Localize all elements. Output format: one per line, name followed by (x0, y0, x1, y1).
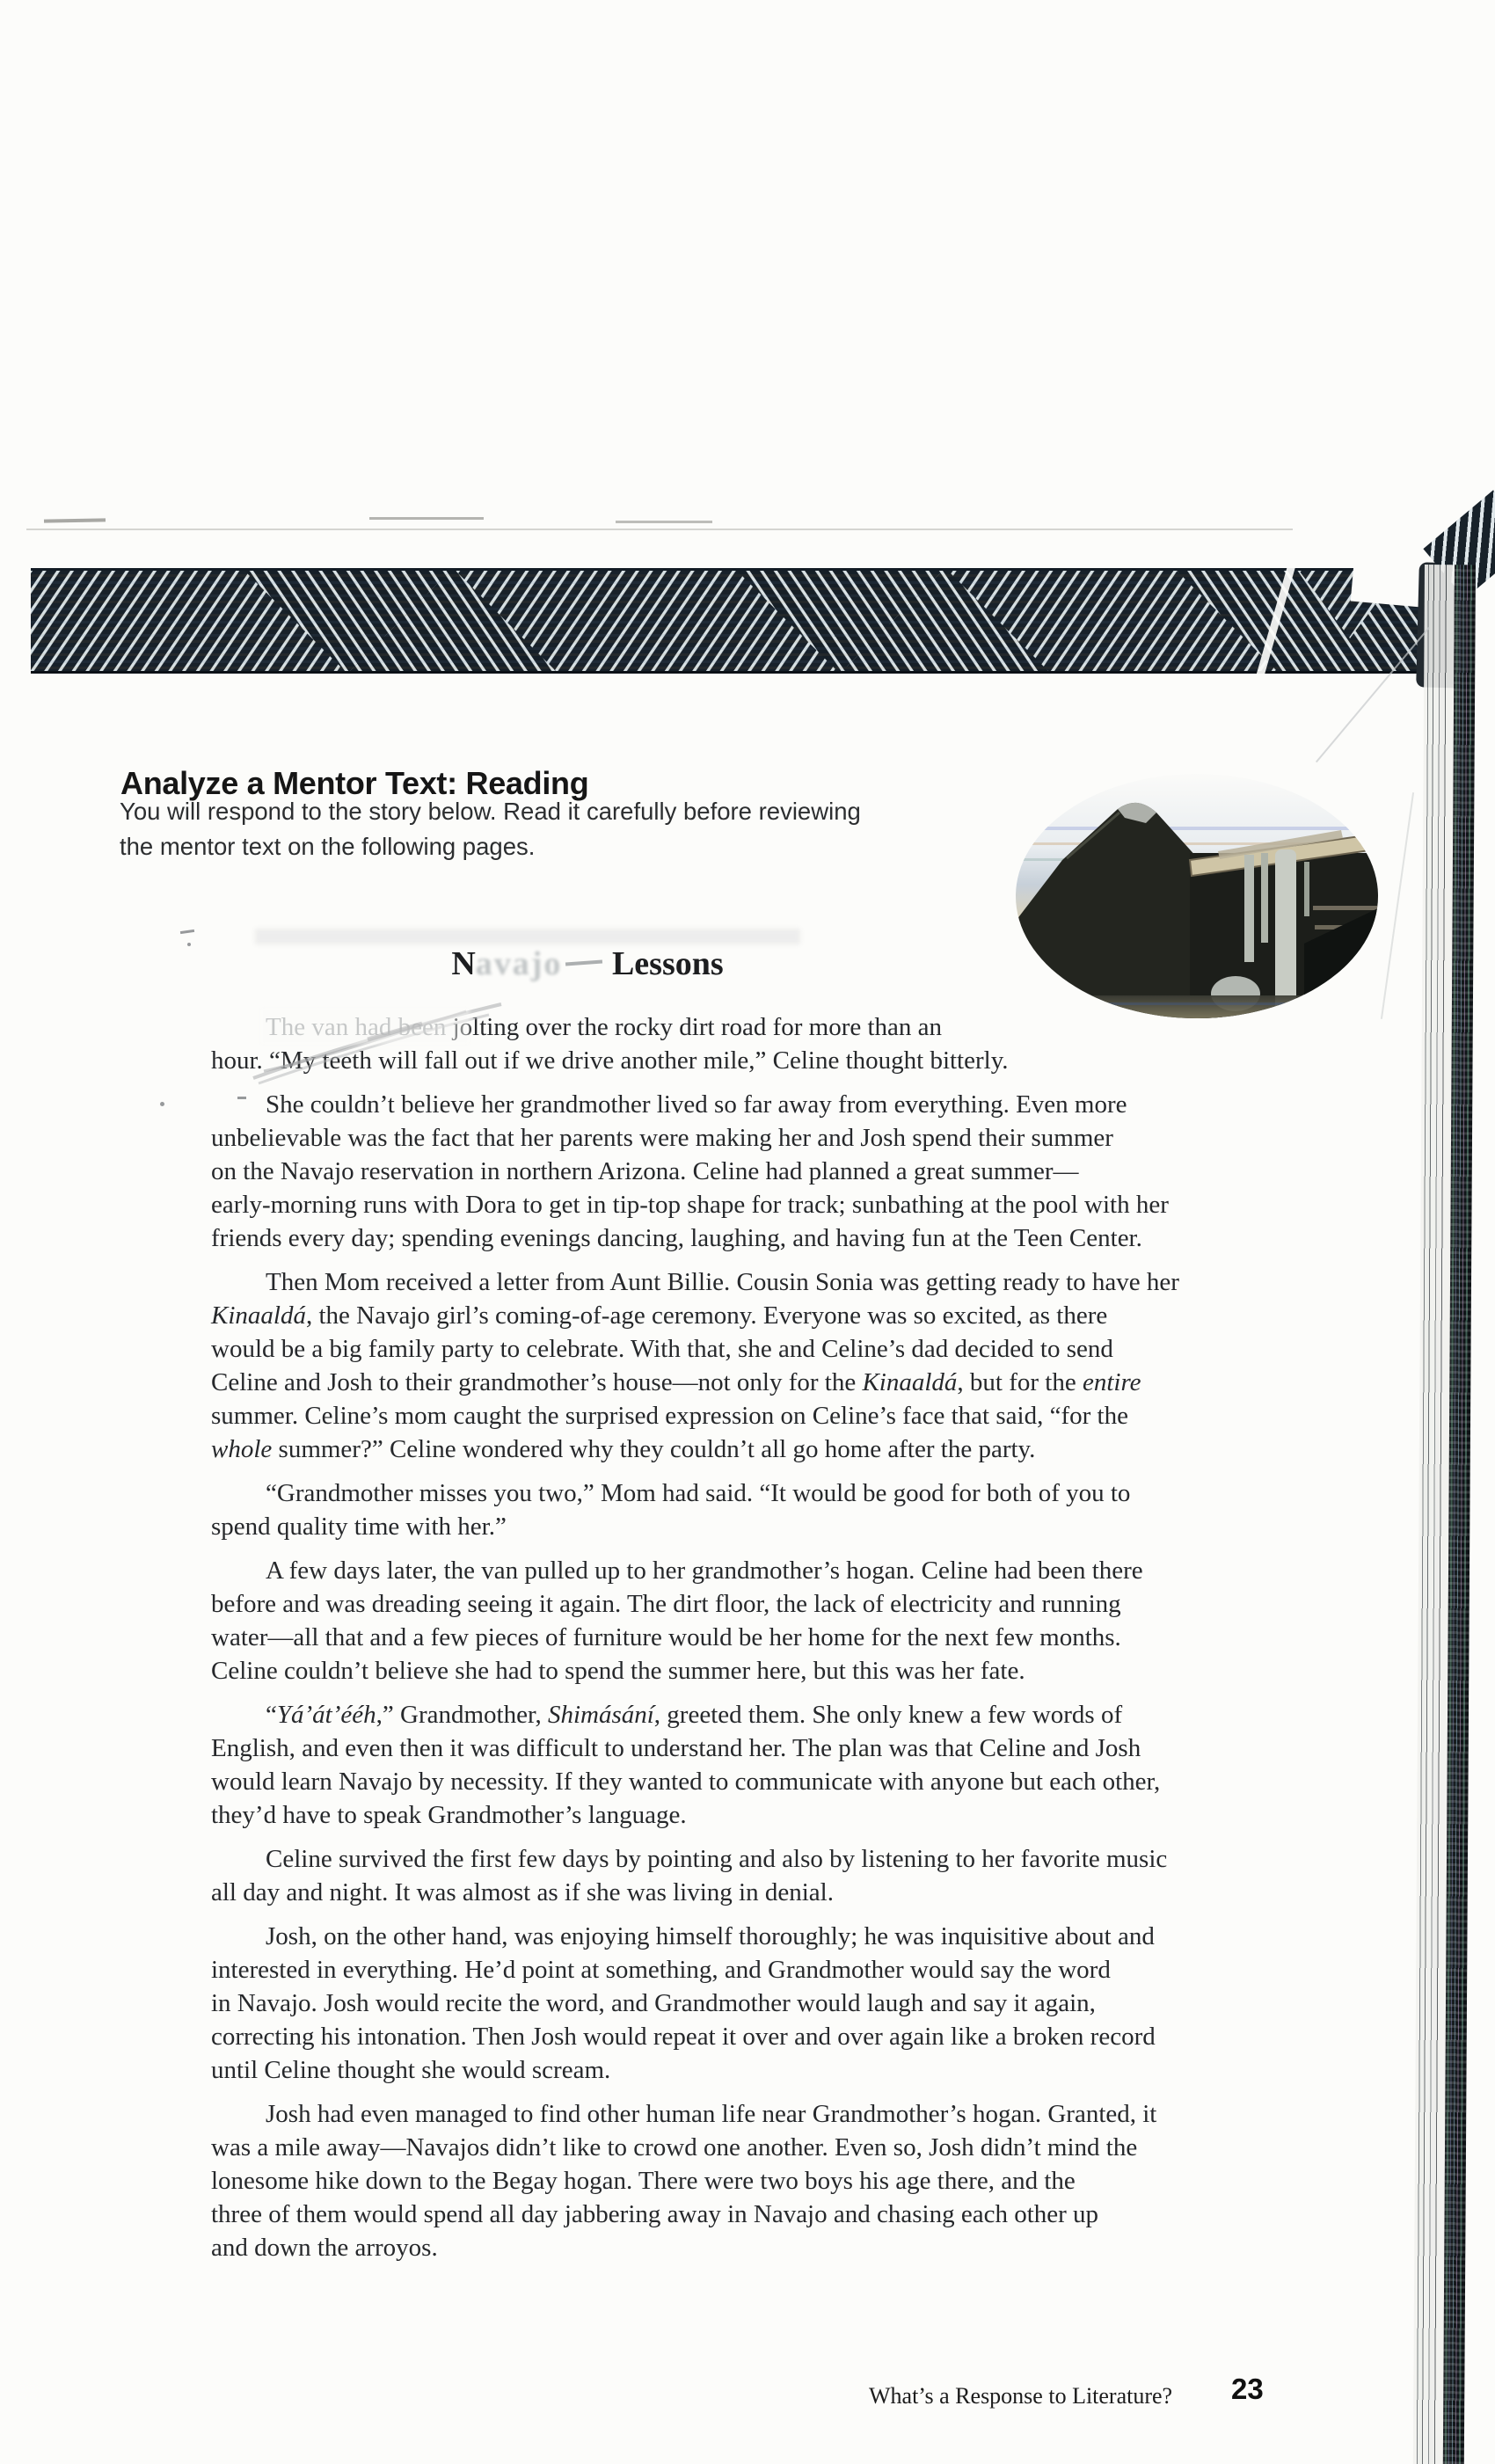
story-line: before and was dreading seeing it again. The dirt floor, the lack of electricity and running (211, 1590, 1121, 1618)
story-title-smudged-text: avajo (475, 945, 563, 982)
story-line: summer. Celine’s mom caught the surprised expression on Celine’s face that said, “for the (211, 1402, 1128, 1430)
story-paragraph (211, 1554, 1179, 1688)
story-line: whole summer?” Celine wondered why they couldn’t all go home after the party. (211, 1435, 1036, 1463)
story-line: “Grandmother misses you two,” Mom had said. “It would be good for both of you to (266, 1479, 1131, 1507)
story-line: correcting his intonation. Then Josh would repeat it over and over again like a broken record (211, 2023, 1156, 2051)
section-title: Analyze a Mentor Text: Reading (120, 765, 589, 802)
decorative-band (31, 568, 1435, 674)
story-line: three of them would spend all day jabbering away in Navajo and chasing each other up (211, 2200, 1099, 2228)
band-weave-pattern (31, 568, 1435, 674)
story-line: early-morning runs with Dora to get in tip-top shape for track; sunbathing at the pool with her (211, 1191, 1169, 1219)
story-title-rest: Lessons (603, 945, 724, 982)
margin-speck (180, 929, 194, 934)
story-line: on the Navajo reservation in northern Arizona. Celine had planned a great summer— (211, 1157, 1079, 1185)
story-line: lonesome hike down to the Begay hogan. There were two boys his age there, and the (211, 2167, 1076, 2195)
story-paragraph (211, 1088, 1179, 1255)
story-line: unbelievable was the fact that her parents were making her and Josh spend their summer (211, 1124, 1113, 1152)
scan-mark (26, 529, 1293, 530)
story-line: water—all that and a few pieces of furniture would be her home for the next few months. (211, 1623, 1121, 1651)
story-line: spend quality time with her.” (211, 1513, 507, 1541)
story-line: in Navajo. Josh would recite the word, and Grandmother would laugh and say it again, (211, 1989, 1096, 2017)
story-title-lead: N (451, 945, 476, 982)
page-number: 23 (1231, 2373, 1264, 2405)
story-line: The van had been jolting over the rocky dirt road for more than an (266, 1013, 943, 1041)
story-paragraph (211, 1476, 1179, 1543)
scan-mark (616, 521, 712, 523)
margin-speck (187, 943, 191, 946)
scan-ghost-band (255, 929, 800, 944)
story-title (211, 944, 964, 983)
story-line: would be a big family party to celebrate. With that, she and Celine’s dad decided to send (211, 1335, 1113, 1363)
story-paragraph (211, 1010, 1179, 1077)
story-line: interested in everything. He’d point at something, and Grandmother would say the word (211, 1956, 1111, 1984)
story-line: Celine couldn’t believe she had to spend the summer here, but this was her fate. (211, 1657, 1025, 1685)
story-line: Josh, on the other hand, was enjoying himself thoroughly; he was inquisitive about and (266, 1922, 1155, 1950)
story-line: all day and night. It was almost as if she was living in denial. (211, 1878, 834, 1906)
story-line: was a mile away—Navajos didn’t like to crowd one another. Even so, Josh didn’t mind the (211, 2133, 1138, 2161)
story-line: and down the arroyos. (211, 2234, 438, 2262)
margin-speck (160, 1102, 164, 1106)
story-line: She couldn’t believe her grandmother lived so far away from everything. Even more (266, 1090, 1127, 1119)
story-line: “Yá’át’ééh,” Grandmother, Shimásání, greeted them. She only knew a few words of (266, 1701, 1123, 1729)
story-paragraph (211, 1265, 1179, 1466)
story-paragraph (211, 1920, 1179, 2087)
footer-label: What’s a Response to Literature? (869, 2383, 1173, 2409)
story-line: hour. “My teeth will fall out if we drive another mile,” Celine thought bitterly. (211, 1046, 1009, 1075)
story-line: A few days later, the van pulled up to her grandmother’s hogan. Celine had been there (266, 1556, 1143, 1585)
story-line: friends every day; spending evenings dancing, laughing, and having fun at the Teen Center. (211, 1224, 1142, 1252)
scan-hairline (1381, 792, 1414, 1019)
story-line: Josh had even managed to find other human life near Grandmother’s hogan. Granted, it (266, 2100, 1157, 2128)
story-line: until Celine thought she would scream. (211, 2056, 611, 2084)
story-paragraph (211, 1842, 1179, 1909)
story-paragraph (211, 1698, 1179, 1832)
scan-mark (44, 518, 106, 522)
story-line: Celine and Josh to their grandmother’s house—not only for the Kinaaldá, but for the entire (211, 1368, 1141, 1396)
pencil-dash-mark (565, 959, 602, 966)
story-line: would learn Navajo by necessity. If they wanted to communicate with anyone but each other, (211, 1768, 1161, 1796)
story-text (211, 1010, 1179, 2275)
story-paragraph (211, 2097, 1179, 2264)
story-line: they’d have to speak Grandmother’s language. (211, 1801, 687, 1829)
hogan-photo (1014, 772, 1382, 1022)
intro-line: You will respond to the story below. Read it carefully before reviewing (120, 798, 861, 825)
story-line: Celine survived the first few days by pointing and also by listening to her favorite music (266, 1845, 1168, 1873)
intro-line: the mentor text on the following pages. (120, 833, 536, 860)
scan-mark (369, 517, 484, 520)
story-line: Kinaaldá, the Navajo girl’s coming-of-age ceremony. Everyone was so excited, as there (211, 1301, 1108, 1330)
book-page-edge (1413, 565, 1476, 2464)
story-line: Then Mom received a letter from Aunt Billie. Cousin Sonia was getting ready to have her (266, 1268, 1179, 1296)
story-line: English, and even then it was difficult to understand her. The plan was that Celine and Josh (211, 1734, 1141, 1762)
intro-text (120, 794, 861, 864)
